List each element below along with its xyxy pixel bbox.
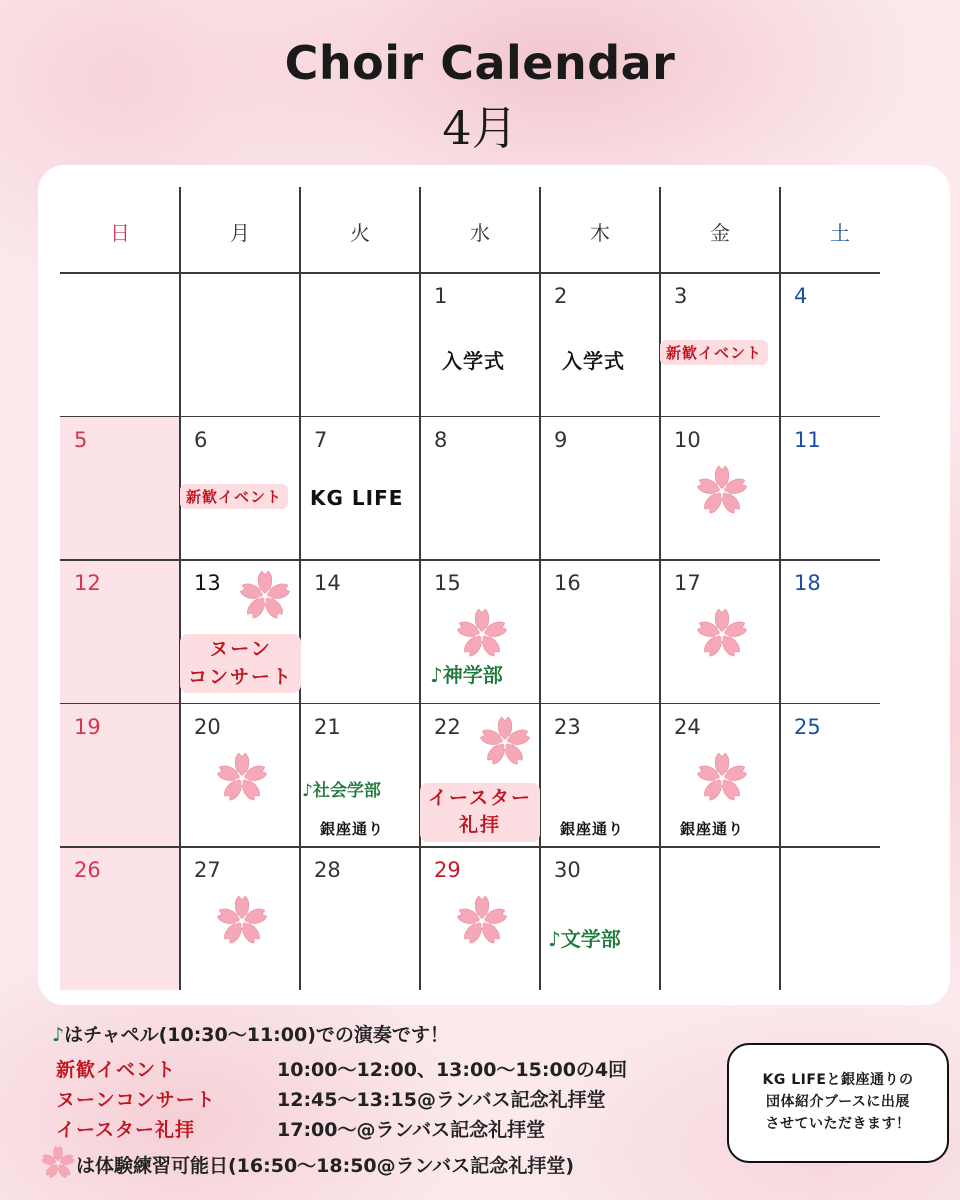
cherry-blossom-icon: [695, 751, 749, 805]
event-label: ♪社会学部: [302, 780, 381, 801]
day-number: 3: [674, 284, 688, 308]
cherry-blossom-icon: [455, 894, 509, 948]
day-number: 18: [794, 571, 821, 595]
day-cell[interactable]: [60, 703, 180, 846]
day-number: 21: [314, 714, 341, 739]
day-number: 9: [554, 427, 568, 452]
day-cell[interactable]: [780, 416, 900, 559]
event-label: 新歓イベント: [180, 484, 288, 509]
cherry-blossom-icon: [695, 607, 749, 661]
event-label-line: 礼拝: [459, 814, 502, 837]
event-label-line: イースター: [428, 786, 533, 809]
legend-label-shinkan: 新歓イベント: [56, 1059, 177, 1081]
day-number: 7: [314, 427, 328, 452]
day-number: 2: [554, 284, 568, 308]
day-cell[interactable]: [540, 416, 660, 559]
weekday-header: 木: [590, 221, 610, 245]
event-label: 入学式: [562, 349, 625, 373]
day-number: 20: [194, 714, 221, 739]
day-number: 16: [554, 571, 581, 595]
legend-music-line: [52, 1020, 449, 1047]
cherry-blossom-icon: [215, 751, 269, 805]
day-cell[interactable]: [420, 272, 540, 415]
event-label: 入学式: [442, 349, 505, 373]
day-number: 27: [194, 858, 221, 882]
day-number: 23: [554, 714, 581, 739]
day-number: 5: [74, 427, 88, 452]
legend-time-noon: 12:45〜13:15@ランバス記念礼拝堂: [277, 1089, 606, 1111]
event-label: KG LIFE: [310, 485, 404, 510]
weekday-header: 日: [110, 221, 130, 245]
day-number: 29: [434, 858, 461, 882]
day-number: 4: [794, 284, 808, 308]
booth-label: 銀座通り: [560, 819, 625, 838]
page-title: Choir Calendar: [284, 36, 676, 90]
day-number: 13: [194, 571, 221, 595]
day-number: 15: [434, 571, 461, 595]
booth-label: 銀座通り: [320, 819, 385, 838]
weekday-header: 火: [350, 221, 370, 245]
day-cell[interactable]: [60, 559, 180, 702]
event-label: [420, 783, 540, 842]
day-number: 17: [674, 571, 701, 595]
day-number: 11: [794, 427, 821, 452]
day-cell[interactable]: [540, 559, 660, 702]
day-cell[interactable]: [60, 846, 180, 989]
day-number: 14: [314, 571, 341, 595]
legend-label-easter: イースター礼拝: [56, 1119, 196, 1141]
legend-time-easter: 17:00〜@ランバス記念礼拝堂: [277, 1119, 546, 1141]
event-label: ♪神学部: [430, 663, 503, 687]
cherry-blossom-icon: [455, 607, 509, 661]
day-number: 26: [74, 858, 101, 882]
booth-note-line1: KG LIFEと銀座通りの: [762, 1072, 914, 1089]
month-title: 4月: [442, 101, 518, 155]
cherry-blossom-icon: [215, 894, 269, 948]
day-number: 19: [74, 714, 101, 739]
legend-time-shinkan: 10:00〜12:00、13:00〜15:00の4回: [277, 1059, 628, 1081]
booth-note-box: [727, 1043, 949, 1163]
legend-music-text: はチャペル(10:30〜11:00)での演奏です！: [64, 1024, 449, 1046]
day-number: 6: [194, 427, 208, 452]
weekday-header: 月: [230, 221, 250, 245]
day-number: 25: [794, 714, 821, 739]
booth-note-line2: 団体紹介ブースに出展: [766, 1094, 910, 1111]
day-cell[interactable]: [780, 559, 900, 702]
legend-label-noon: ヌーンコンサート: [56, 1089, 216, 1111]
day-cell[interactable]: [780, 703, 900, 846]
cherry-blossom-icon: [40, 1145, 76, 1181]
weekday-header: 土: [830, 221, 850, 245]
day-number: 1: [434, 284, 448, 308]
day-cell[interactable]: [540, 846, 660, 989]
legend-blossom-line: [40, 1145, 574, 1181]
day-cell[interactable]: [540, 272, 660, 415]
day-cell[interactable]: [420, 416, 540, 559]
booth-label: 銀座通り: [680, 819, 745, 838]
music-note-icon: ♪: [52, 1024, 65, 1046]
day-cell[interactable]: [300, 559, 420, 702]
day-number: 30: [554, 858, 581, 882]
day-number: 12: [74, 571, 101, 595]
weekday-header: 金: [710, 221, 730, 245]
event-label: [180, 634, 301, 693]
event-label-line: コンサート: [188, 665, 294, 688]
event-label-line: ヌーン: [209, 638, 272, 660]
day-number: 22: [434, 714, 461, 739]
day-cell[interactable]: [780, 272, 900, 415]
day-number: 28: [314, 858, 341, 882]
cherry-blossom-icon: [238, 569, 292, 623]
day-number: 10: [674, 427, 701, 452]
booth-note-line3: させていただきます！: [765, 1115, 911, 1132]
cherry-blossom-icon: [695, 464, 749, 518]
cherry-blossom-icon: [478, 715, 532, 769]
day-cell[interactable]: [60, 416, 180, 559]
day-number: 8: [434, 427, 448, 452]
day-cell[interactable]: [300, 846, 420, 989]
legend-blossom-text: は体験練習可能日(16:50〜18:50@ランバス記念礼拝堂): [76, 1155, 574, 1177]
day-number: 24: [674, 714, 701, 739]
weekday-header: 水: [470, 221, 490, 245]
event-label: 新歓イベント: [660, 340, 768, 365]
event-label: ♪文学部: [548, 927, 621, 951]
